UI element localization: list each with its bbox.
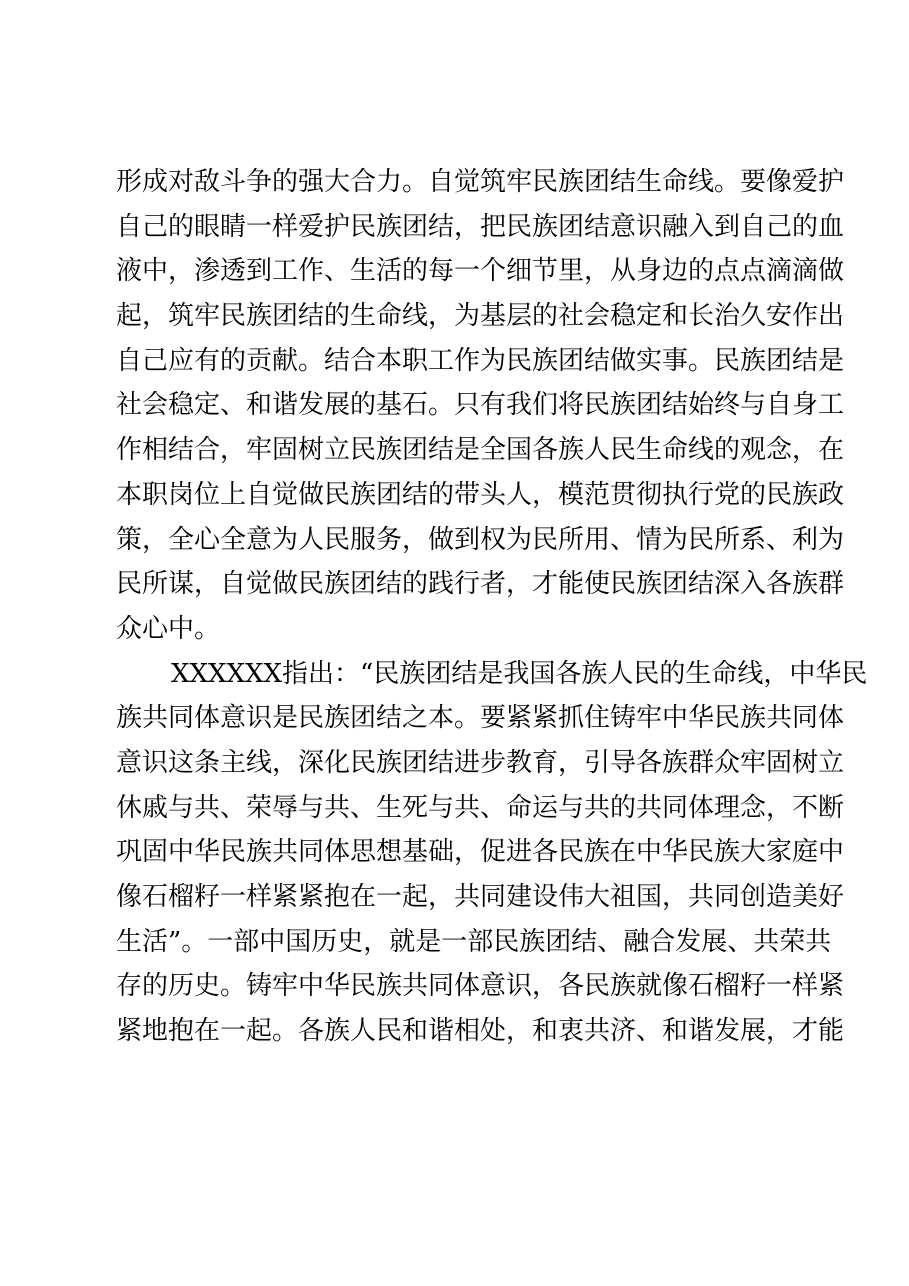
text-line-3: 液中，渗透到工作、生活的每一个细节里，从身边的点点滴滴做: [116, 256, 845, 287]
text-line-16: 巩固中华民族共同体思想基础，促进各民族在中华民族大家庭中: [116, 837, 845, 868]
text-line-8: 本职岗位上自觉做民族团结的带头人，模范贯彻执行党的民族政: [116, 479, 845, 510]
text-line-14: 意识这条主线，深化民族团结进步教育，引导各族群众牢固树立: [116, 747, 845, 778]
text-line-19: 存的历史。铸牢中华民族共同体意识，各民族就像石榴籽一样紧: [116, 971, 845, 1002]
text-line-10: 民所谋，自觉做民族团结的践行者，才能使民族团结深入各族群: [116, 569, 845, 600]
text-line-2: 自己的眼睛一样爱护民族团结，把民族团结意识融入到自己的血: [116, 211, 845, 242]
body-text: [116, 160, 868, 1054]
text-line-13: 族共同体意识是民族团结之本。要紧紧抓住铸牢中华民族共同体: [116, 703, 845, 734]
text-line-15: 休戚与共、荣辱与共、生死与共、命运与共的共同体理念，不断: [116, 792, 845, 823]
text-line-1: 形成对敌斗争的强大合力。自觉筑牢民族团结生命线。要像爱护: [116, 167, 845, 197]
text-line-6: 社会稳定、和谐发展的基石。只有我们将民族团结始终与自身工: [116, 390, 845, 421]
text-line-11: 众心中。: [116, 613, 221, 644]
text-line-17: 像石榴籽一样紧紧抱在一起，共同建设伟大祖国，共同创造美好: [116, 882, 845, 912]
text-line-4: 起，筑牢民族团结的生命线，为基层的社会稳定和长治久安作出: [116, 301, 845, 332]
text-line-18: 生活”。一部中国历史，就是一部民族团结、融合发展、共荣共: [116, 926, 832, 957]
text-line-20: 紧地抱在一起。各族人民和谐相处，和衷共济、和谐发展，才能: [116, 1016, 845, 1047]
text-line-5: 自己应有的贡献。结合本职工作为民族团结做实事。民族团结是: [116, 345, 845, 376]
text-line-7: 作相结合，牢固树立民族团结是全国各族人民生命线的观念，在: [116, 435, 845, 466]
text-line-12: XXXXXX指出：“民族团结是我国各族人民的生命线，中华民: [171, 658, 868, 689]
text-line-9: 策，全心全意为人民服务，做到权为民所用、情为民所系、利为: [116, 524, 845, 555]
